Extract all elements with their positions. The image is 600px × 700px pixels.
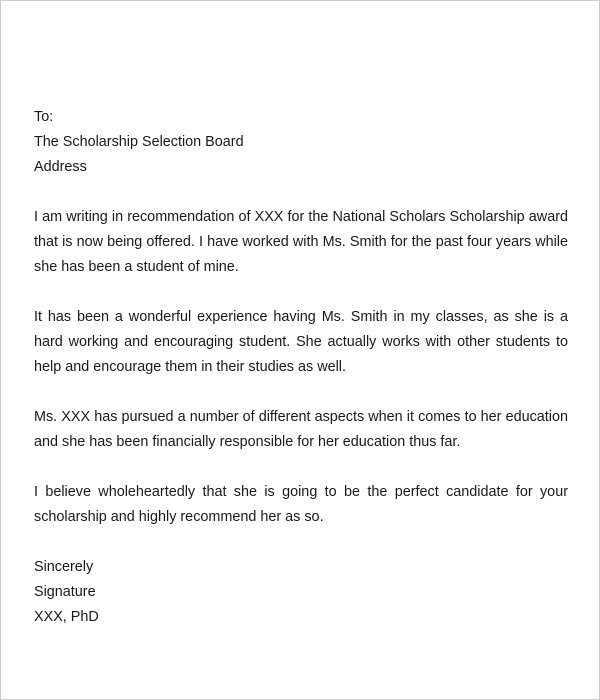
salutation-label: To: xyxy=(34,109,54,125)
signer-name: XXX, PhD xyxy=(34,609,99,625)
closing-block xyxy=(34,555,568,630)
valediction: Sincerely xyxy=(34,559,94,575)
recipient-address: Address xyxy=(34,159,87,175)
signature-placeholder: Signature xyxy=(34,584,96,600)
body-paragraph-1: I am writing in recommendation of XXX for the National Scholars Scholarship award that is now being offered. I have worked with Ms. Smith for the past four years while she has been a student of mine. xyxy=(34,209,568,275)
recipient-organization: The Scholarship Selection Board xyxy=(34,134,244,150)
body-paragraph-2: It has been a wonderful experience having Ms. Smith in my classes, as she is a hard working and encouraging student. She actually works with other students to help and encourage them in their studies as well. xyxy=(34,309,568,375)
recipient-block xyxy=(34,105,568,180)
body-paragraph-4: I believe wholeheartedly that she is going to be the perfect candidate for your scholarship and highly recommend her as so. xyxy=(34,484,568,525)
body-paragraph-3: Ms. XXX has pursued a number of different aspects when it comes to her education and she has been financially responsible for her education thus far. xyxy=(34,409,568,450)
letter-body xyxy=(34,105,568,630)
